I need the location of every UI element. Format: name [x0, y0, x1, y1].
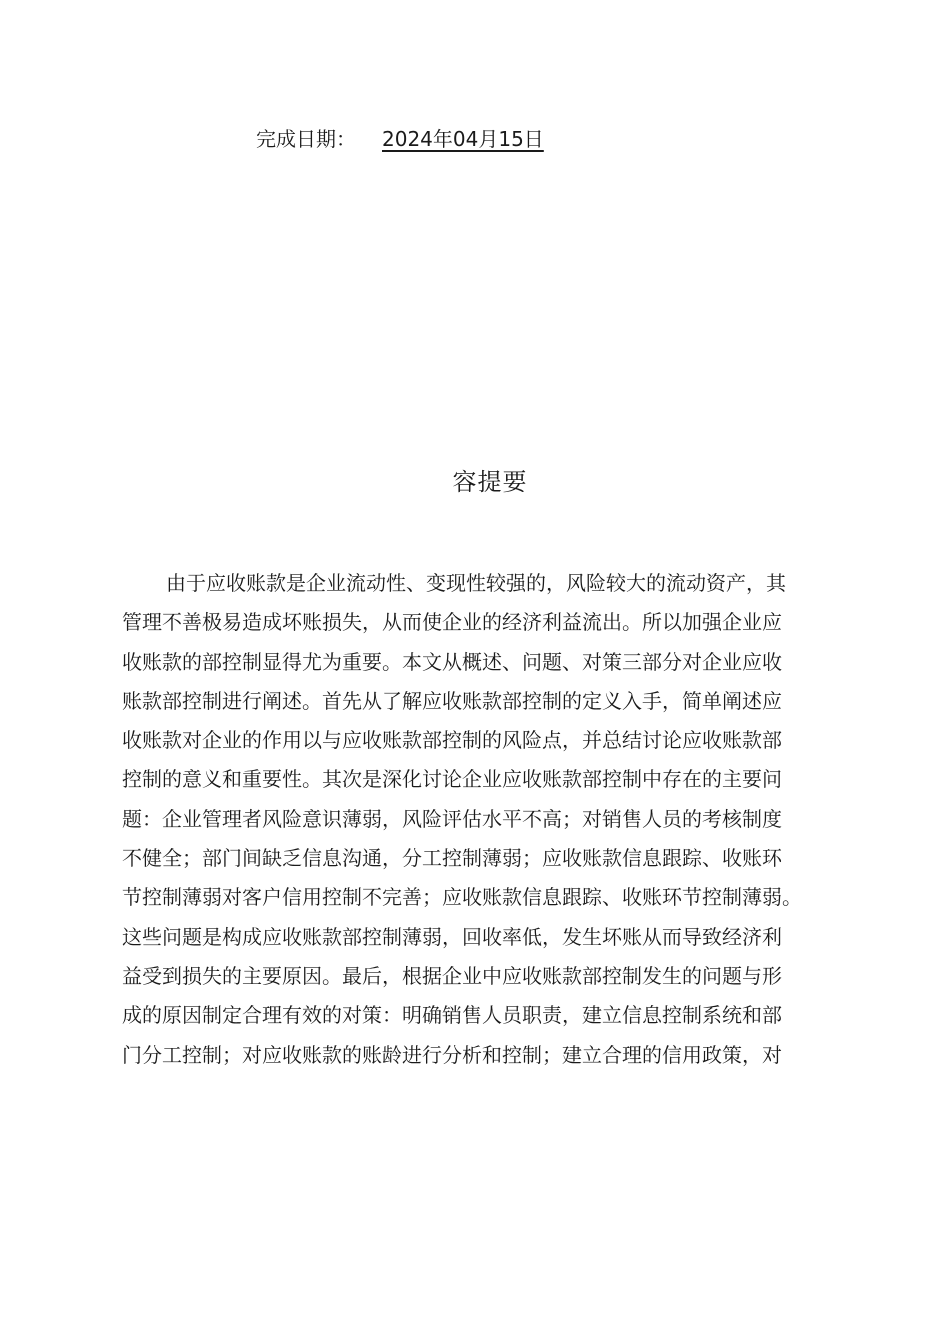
completion-date-line	[256, 124, 544, 154]
abstract-line: 成的原因制定合理有效的对策：明确销售人员职责，建立信息控制系统和部	[122, 1003, 782, 1028]
abstract-line: 收账款的部控制显得尤为重要。本文从概述、问题、对策三部分对企业应收	[122, 649, 782, 674]
abstract-body	[122, 564, 950, 1075]
abstract-line: 不健全；部门间缺乏信息沟通，分工控制薄弱；应收账款信息跟踪、收账环	[122, 846, 782, 871]
section-title: 容提要	[452, 468, 528, 496]
abstract-line: 管理不善极易造成坏账损失，从而使企业的经济利益流出。所以加强企业应	[122, 610, 782, 635]
abstract-line: 由于应收账款是企业流动性、变现性较强的，风险较大的流动资产，其	[166, 571, 786, 595]
abstract-line: 账款部控制进行阐述。首先从了解应收账款部控制的定义入手，简单阐述应	[122, 688, 782, 713]
abstract-line: 控制的意义和重要性。其次是深化讨论企业应收账款部控制中存在的主要问	[122, 767, 782, 792]
abstract-line: 收账款对企业的作用以与应收账款部控制的风险点，并总结讨论应收账款部	[122, 728, 782, 753]
abstract-line: 题：企业管理者风险意识薄弱，风险评估水平不高；对销售人员的考核制度	[122, 806, 782, 831]
completion-date-value: 2024年04月15日	[382, 127, 544, 151]
completion-date-label: 完成日期：	[256, 127, 356, 151]
abstract-line: 益受到损失的主要原因。最后，根据企业中应收账款部控制发生的问题与形	[122, 963, 782, 988]
abstract-line: 这些问题是构成应收账款部控制薄弱，回收率低，发生坏账从而导致经济利	[122, 924, 782, 949]
abstract-line: 门分工控制；对应收账款的账龄进行分析和控制；建立合理的信用政策，对	[122, 1042, 782, 1067]
abstract-line: 节控制薄弱对客户信用控制不完善；应收账款信息跟踪、收账环节控制薄弱。	[122, 885, 802, 910]
